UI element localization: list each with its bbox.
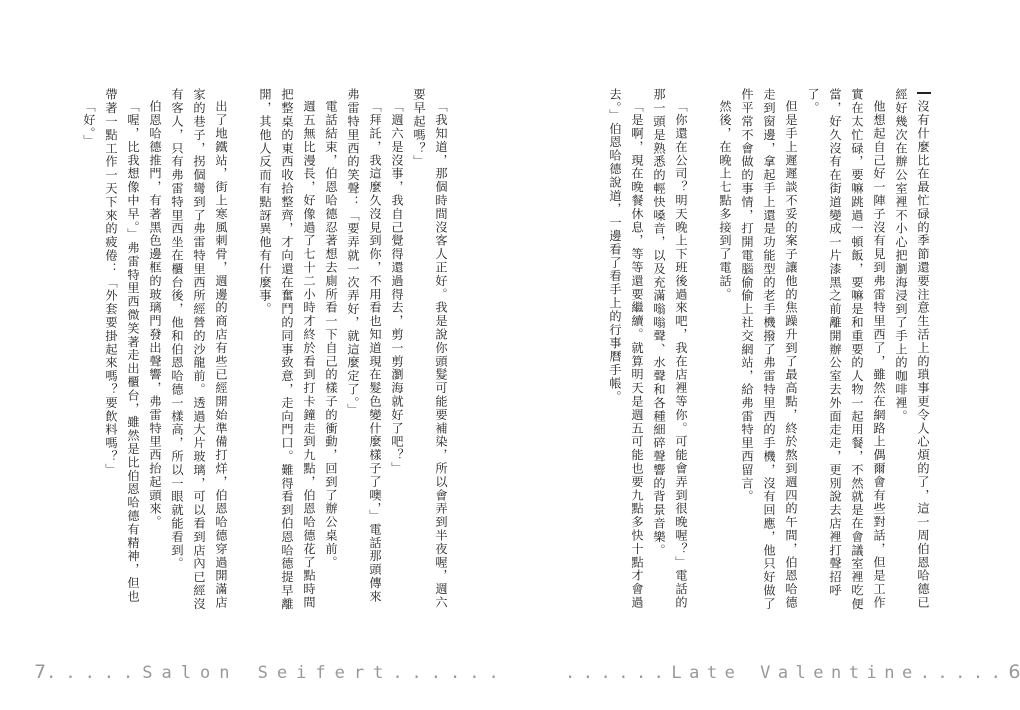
right-running-title: ......Late Valentine..... [565,663,1009,683]
paragraph: 出了地鐵站，街上寒風刺骨，週邊的商店有些已經開始準備打烊，伯恩哈德穿過開滿店家的巷子，拐個彎到了弗雷特里西所經營的沙龍前。透過大片玻璃，可以看到店內已經沒有客人，只有弗雷特里西坐在櫃台後，他和伯恩哈德一樣高，所以一眼就能看到。 [170,88,228,611]
right-page-text [604,88,934,612]
section-mark [917,92,931,94]
left-page-number: 7 [34,661,47,683]
paragraph: 週五無比漫長，好像過了七十二小時才終於看到打卡鐘走到九點，伯恩哈德花了點時間把整桌的東西收拾整齊，才向還在奮鬥的同事致意，走向門口。難得看到伯恩哈德提早離開，其他人反而有點訝異他有什麼事。 [258,88,316,611]
paragraph: 沒有什麼比在最忙碌的季節還要注意生活上的瑣事更令人心煩的了，這一周伯恩哈德已經好幾次在辦公室裡不小心把瀏海浸到了手上的咖啡裡。 [894,88,930,610]
paragraph: 「拜託，我這麼久沒見到你，不用看也知道現在髮色變什麼樣子了噢，」電話那頭傳來弗雷特里西的笑聲：「要弄就一次弄好，就這麼定了。」 [346,88,382,604]
paragraph: 但是手上遲遲談不妥的案子讓他的焦躁升到了最高點，終於熬到週四的午間，伯恩哈德走到窗邊，拿起手上還是功能型的老手機撥了弗雷特里西的手機，沒有回應，他只好做了件平常不會做的事情，打開電腦偷偷上社交網站，給弗雷特里西留言。 [740,88,798,611]
paragraph: 他想起自己好一陣子沒有見到弗雷特里西了，雖然在網路上偶爾會有些對話，但是工作實在太忙碌，要嘛跳過一頓飯，要嘛是和重要的人物一起用餐，不然就是在會議室裡吃便當，好久沒有在街道變成一片漆黑之前離開辦公室去外面走走，更別說去店裡打聲招呼了。 [806,88,886,611]
left-running-title: .....Salon Seifert...... [46,663,508,683]
paragraph: 「週六是沒事，我自己覺得還過得去，剪一剪瀏海就好了吧？」 [390,100,404,476]
paragraph: 電話結束，伯恩哈德忍著想去廁所看一下自己的樣子的衝動，回到了辦公桌前。 [324,100,338,570]
left-page [0,0,500,710]
paragraph: 伯恩哈德推門，有著黑色邊框的玻璃門發出聲響，弗雷特里西抬起頭來。 [148,100,162,529]
right-footer [565,661,1020,683]
paragraph: 「是啊，現在晚餐休息，等等還要繼續。就算明天是週五可能也要九點多快十點才會過去。」伯恩哈德說道，一邊看了看手上的行事曆手帳。 [608,88,644,610]
paragraph: 「好。」 [82,100,96,148]
paragraph: 「我知道，那個時間沒客人正好。我是說你頭髮可能要補染，所以會弄到半夜喔，週六要早起嗎？」 [412,88,448,610]
paragraph: 然後，在晚上七點多接到了電話。 [718,100,732,302]
left-page-text [78,88,452,612]
right-page [500,0,1000,710]
right-page-number: 6 [1008,661,1020,683]
paragraph: 「喔，比我想像中早。」弗雷特里西微笑著走出櫃台，雖然是比伯恩哈德有精神，但也帶著一點工作一天下來的疲倦：「外套要掛起來嗎？要飲料嗎？」 [104,88,140,604]
paragraph: 「你還在公司？明天晚上下班後過來吧，我在店裡等你。可能會弄到很晚喔？」電話的那一頭是熟悉的輕快嗓音，以及充滿嗡嗡聲、水聲和各種細碎聲響的背景音樂。 [652,88,688,610]
left-footer [34,661,508,683]
